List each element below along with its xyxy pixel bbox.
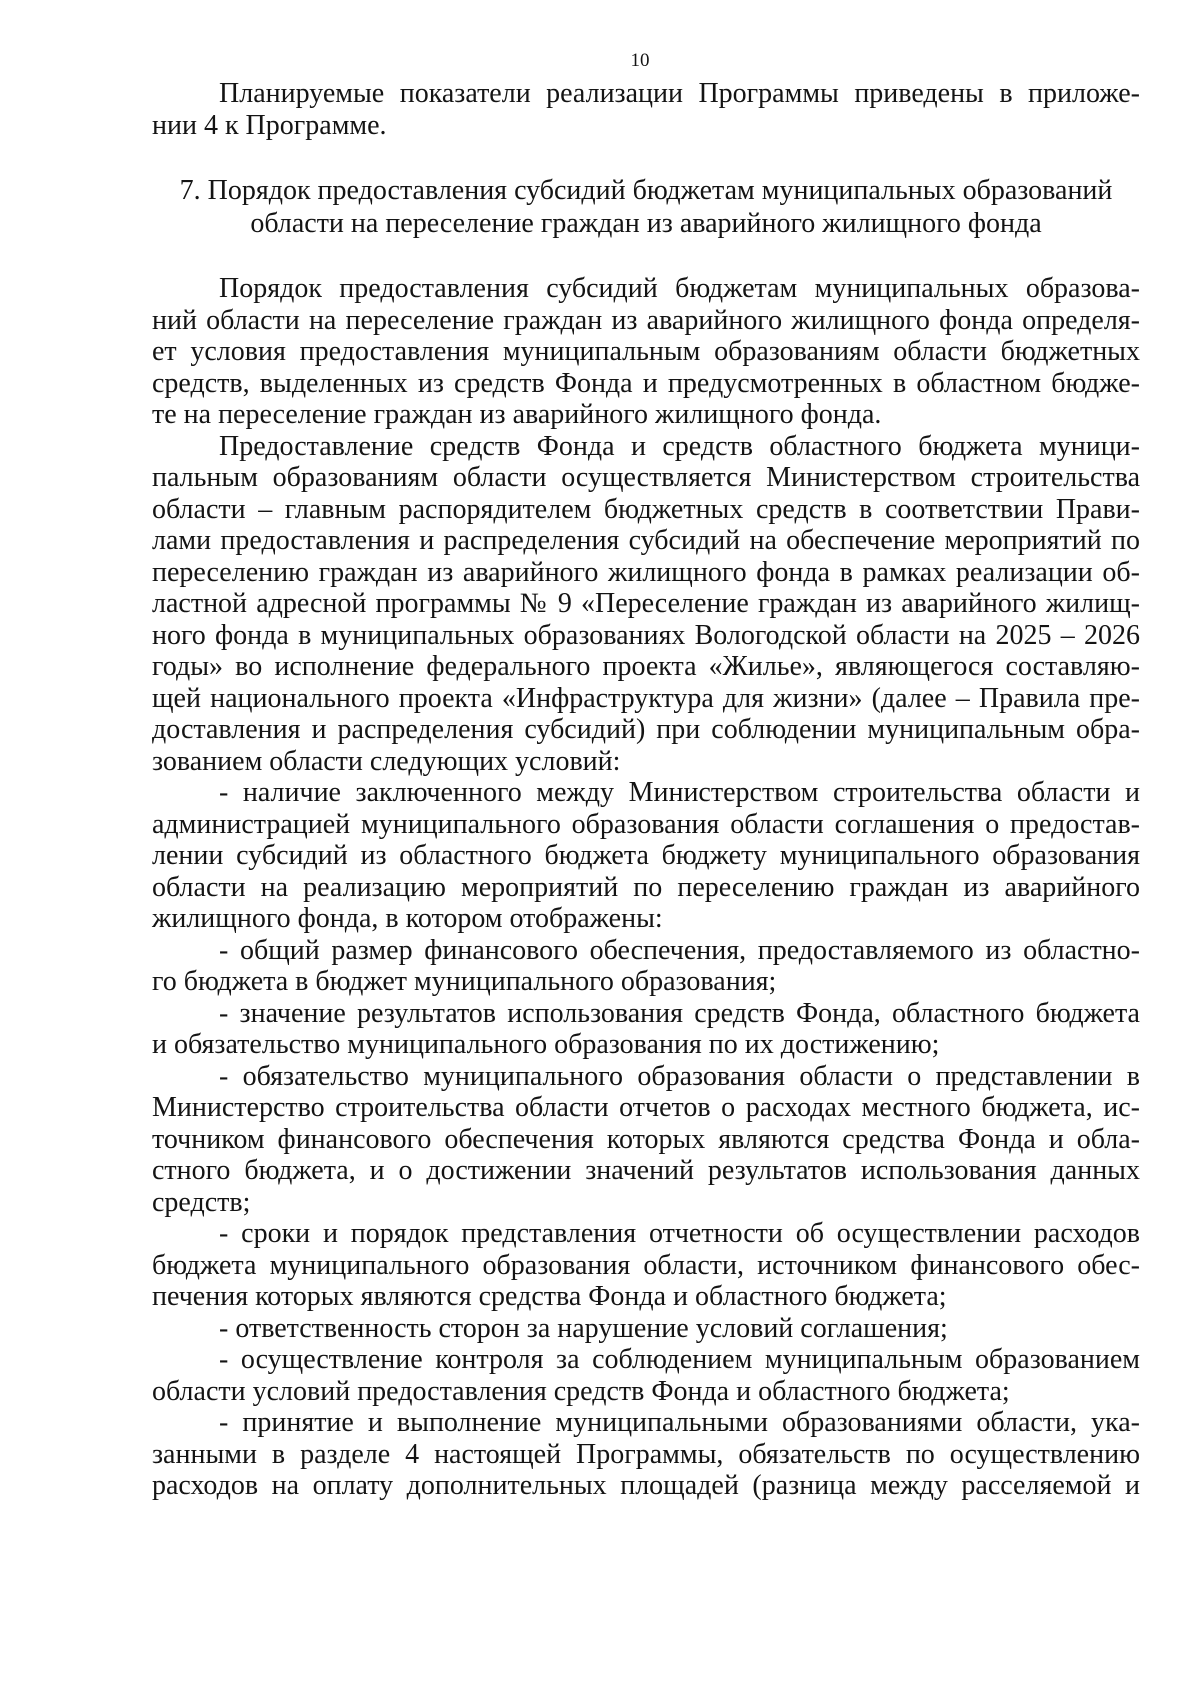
text-line: расходов на оплату дополнительных площадей (разница между расселяемой и (152, 1470, 1140, 1501)
list-item-reporting-terms (152, 1218, 1140, 1313)
text-line: годы» во исполнение федерального проекта «Жилье», являющегося составляю- (152, 651, 1140, 682)
text-line: зованием области следующих условий: (152, 745, 621, 777)
text-line: точником финансового обеспечения которых являются средства Фонда и обла- (152, 1123, 1140, 1155)
text-line: Планируемые показатели реализации Программы приведены в приложе- (219, 78, 1140, 109)
text-line: переселению граждан из аварийного жилищного фонда в рамках реализации об- (152, 556, 1140, 588)
text-line: - принятие и выполнение муниципальными образованиями области, ука- (219, 1407, 1140, 1438)
text-line: - осуществление контроля за соблюдением муниципальным образованием (219, 1344, 1140, 1375)
text-line: - значение результатов использования средств Фонда, областного бюджета (219, 997, 1140, 1029)
text-line: администрацией муниципального образования области соглашения о предостав- (152, 808, 1140, 840)
text-line: щей национального проекта «Инфраструктура для жизни» (далее – Правила пре- (152, 682, 1140, 714)
text-line: пальным образованиям области осуществляется Министерством строительства (152, 462, 1140, 493)
heading-line: области на переселение граждан из аварийного жилищного фонда (250, 208, 1042, 239)
text-line: Порядок предоставления субсидий бюджетам муниципальных образова- (219, 273, 1140, 304)
list-item-control (152, 1344, 1140, 1407)
text-line: - ответственность сторон за нарушение условий соглашения; (219, 1312, 948, 1344)
text-line: жилищного фонда, в котором отображены: (152, 903, 663, 934)
text-line: и обязательство муниципального образования по их достижению; (152, 1029, 940, 1060)
text-line: ного фонда в муниципальных образованиях Вологодской области на 2025 – 2026 (152, 619, 1140, 651)
text-line: Министерство строительства области отчетов о расходах местного бюджета, ис- (152, 1092, 1140, 1123)
text-line: Предоставление средств Фонда и средств областного бюджета муници- (219, 430, 1140, 462)
list-item-reporting-obligation (152, 1061, 1140, 1219)
text-line: - сроки и порядок представления отчетности об осуществлении расходов (219, 1218, 1140, 1249)
text-line: ластной адресной программы № 9 «Переселение граждан из аварийного жилищ- (152, 588, 1140, 619)
list-item-obligations (152, 1407, 1140, 1502)
text-line: нии 4 к Программе. (152, 109, 387, 141)
text-line: го бюджета в бюджет муниципального образования; (152, 966, 777, 997)
text-line: - обязательство муниципального образования области о представлении в (219, 1060, 1140, 1092)
intro-paragraph (152, 78, 1140, 141)
heading-line: 7. Порядок предоставления субсидий бюджетам муниципальных образований (179, 175, 1113, 206)
paragraph-procedure (152, 273, 1140, 431)
list-item-agreement (152, 777, 1140, 935)
document-body (152, 78, 1140, 1502)
text-line: те на переселение граждан из аварийного жилищного фонда. (152, 399, 882, 430)
text-line: области на реализацию мероприятий по переселению граждан из аварийного (152, 871, 1140, 903)
text-line: стного бюджета, и о достижении значений результатов использования данных (152, 1155, 1140, 1186)
section-heading (152, 174, 1140, 240)
text-line: ний области на переселение граждан из аварийного жилищного фонда определя- (152, 304, 1140, 336)
list-item-results-value (152, 998, 1140, 1061)
page-number: 10 (630, 50, 650, 71)
text-line: занными в разделе 4 настоящей Программы, обязательств по осуществлению (152, 1438, 1140, 1470)
text-line: средств, выделенных из средств Фонда и предусмотренных в областном бюдже- (152, 367, 1140, 399)
list-item-responsibility (152, 1313, 1140, 1345)
text-line: области – главным распорядителем бюджетных средств в соответствии Прави- (152, 493, 1140, 525)
text-line: печения которых являются средства Фонда и областного бюджета; (152, 1281, 947, 1312)
text-line: доставления и распределения субсидий) при соблюдении муниципальным обра- (152, 714, 1140, 745)
text-line: - наличие заключенного между Министерством строительства области и (219, 777, 1140, 808)
text-line: лами предоставления и распределения субсидий на обеспечение мероприятий по (152, 525, 1140, 556)
text-line: ет условия предоставления муниципальным образованиям области бюджетных (152, 336, 1140, 367)
text-line: средств; (152, 1186, 251, 1218)
text-line: - общий размер финансового обеспечения, предоставляемого из областно- (219, 934, 1140, 966)
list-item-financing-size (152, 935, 1140, 998)
text-line: бюджета муниципального образования области, источником финансового обес- (152, 1249, 1140, 1281)
paragraph-provision (152, 431, 1140, 778)
text-line: лении субсидий из областного бюджета бюджету муниципального образования (152, 840, 1140, 871)
text-line: области условий предоставления средств Фонда и областного бюджета; (152, 1375, 1010, 1407)
